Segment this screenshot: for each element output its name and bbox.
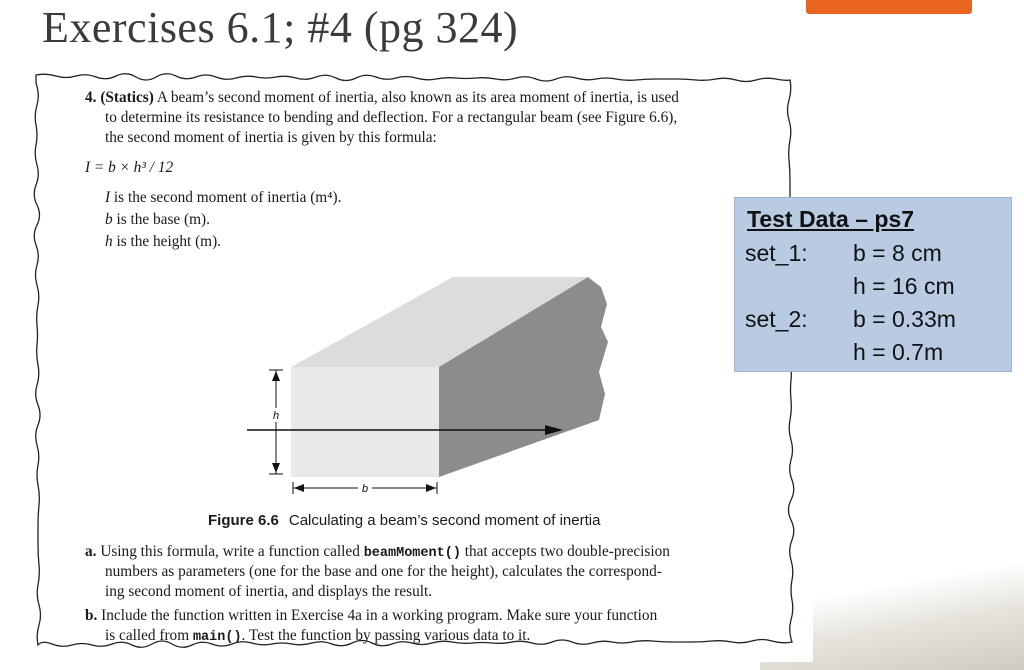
symbol-I: I	[105, 189, 111, 206]
formula: I = b × h³ / 12	[85, 159, 174, 176]
set-1-b-value: b = 8 cm	[853, 240, 942, 266]
set-2-b-value: b = 0.33m	[853, 306, 956, 332]
figure-number: Figure 6.6	[208, 512, 279, 529]
figure-caption-text: Calculating a beam’s second moment of inertia	[288, 512, 601, 529]
code-beam-moment: beamMoment()	[363, 546, 461, 561]
beam-front-face	[291, 367, 439, 477]
test-data-title: Test Data – ps7	[747, 206, 915, 232]
definition-b-text: is the base (m).	[112, 211, 210, 228]
set-1-label: set_1:	[745, 240, 808, 266]
definition-I-text: is the second moment of inertia (m⁴).	[110, 189, 342, 206]
set-1-h-value: h = 16 cm	[853, 273, 955, 299]
base-label: b	[361, 483, 369, 495]
slide-title: Exercises 6.1; #4 (pg 324)	[42, 3, 519, 52]
symbol-h: h	[105, 233, 113, 250]
height-label: h	[272, 410, 280, 422]
problem-number: 4.	[85, 89, 97, 106]
part-b-line-1	[85, 606, 657, 626]
set-2-label: set_2:	[745, 306, 808, 332]
part-a-text-1: Using this formula, write a function called	[100, 543, 364, 560]
code-main: main()	[192, 630, 242, 645]
part-b-text-1: Include the function written in Exercise 4a in a working program. Make sure your function	[101, 607, 658, 624]
intro-text-2: to determine its resistance to bending and deflection. For a rectangular beam (see Figure 6.6),	[105, 109, 678, 126]
figure-caption	[208, 512, 600, 529]
part-a-line-1	[85, 542, 670, 564]
problem-topic: (Statics)	[100, 89, 154, 106]
part-a-letter: a.	[85, 543, 97, 560]
intro-text-1: A beam’s second moment of inertia, also known as its area moment of inertia, is used	[156, 89, 679, 106]
definition-h-text: is the height (m).	[112, 233, 221, 250]
part-a-text-1b: that accepts two double-precision	[460, 543, 670, 560]
part-b-line-2	[105, 626, 530, 648]
test-data-box	[734, 197, 1012, 372]
part-a-line-3: ing second moment of inertia, and displays the result.	[105, 583, 433, 600]
set-2-h-value: h = 0.7m	[853, 339, 944, 365]
textbook-excerpt	[33, 72, 813, 662]
part-b-letter: b.	[85, 607, 98, 624]
part-a-line-2: numbers as parameters (one for the base and one for the height), calculates the correspond-	[105, 563, 662, 580]
intro-text-3: the second moment of inertia is given by this formula:	[105, 129, 437, 146]
accent-tab	[806, 0, 972, 14]
symbol-b: b	[105, 211, 113, 228]
part-b-text-2: is called from	[105, 627, 193, 644]
part-b-text-2b: . Test the function by passing various data to it.	[241, 627, 531, 644]
beam-figure	[33, 72, 813, 512]
